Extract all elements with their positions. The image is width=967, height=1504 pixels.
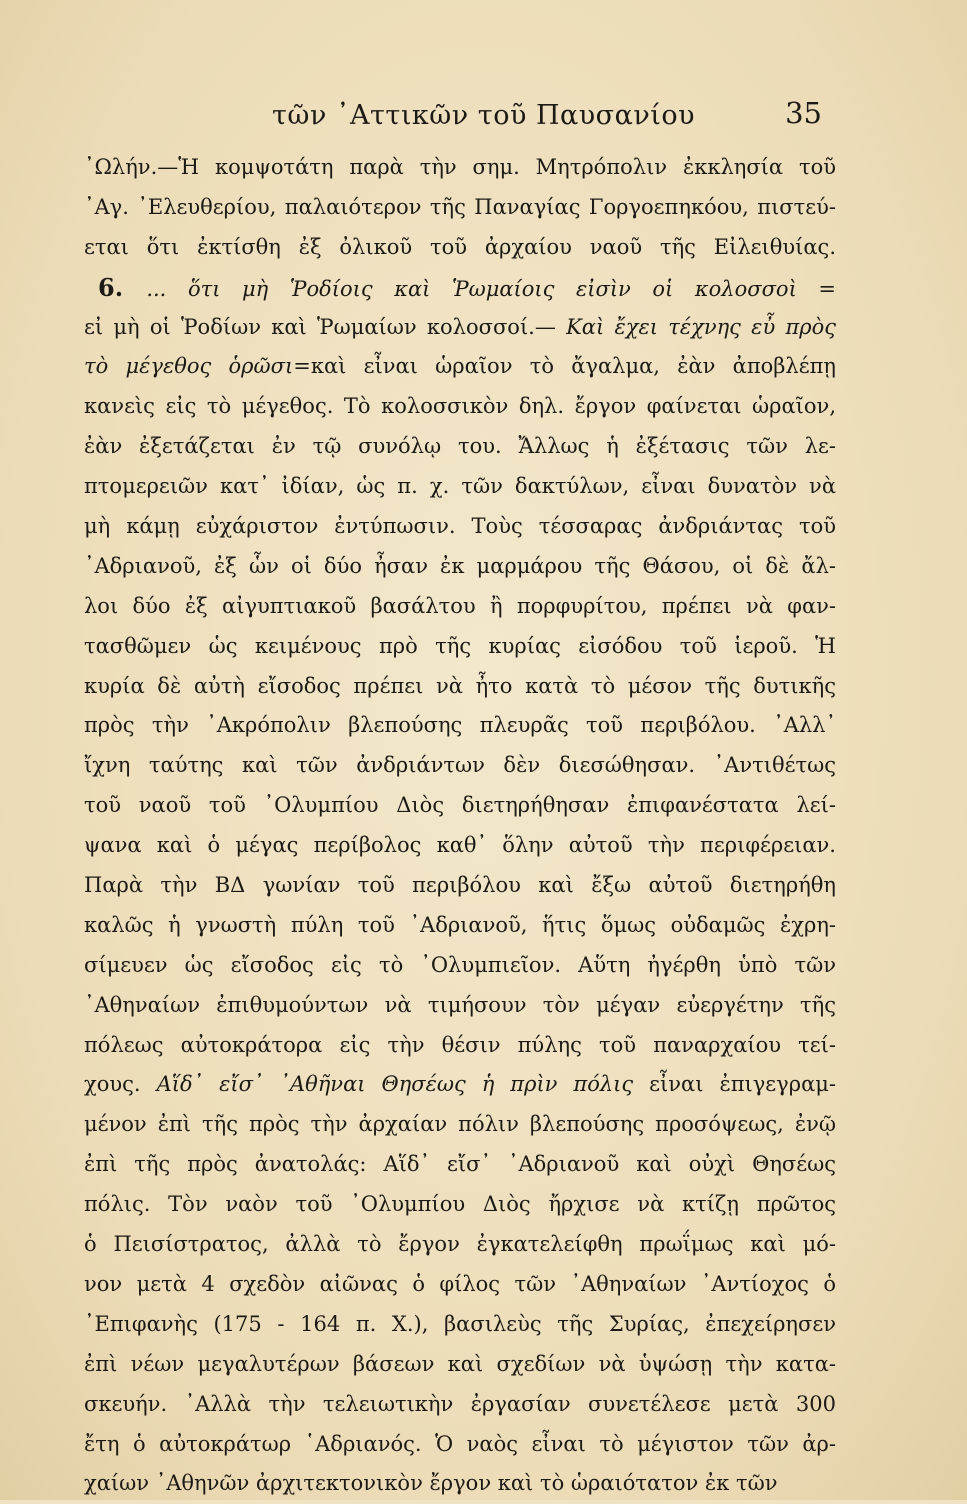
text-line: λοι δύο ἐξ αἰγυπτιακοῦ βασάλτου ἢ πορφυρίτου, πρέπει νὰ φαν- [84, 593, 836, 618]
text-line: κυρία δὲ αὐτὴ εἴσοδος πρέπει νὰ ἦτο κατὰ τὸ μέσον τῆς δυτικῆς [84, 673, 836, 698]
text-line [84, 1065, 836, 1105]
text-line: ἔτη ὁ αὐτοκράτωρ ῾Αδριανός. Ὁ ναὸς εἶναι τὸ μέγιστον τῶν ἀρ- [84, 1431, 836, 1456]
text-line [84, 308, 836, 348]
text-line: εται ὅτι ἐκτίσθη ἐξ ὀλικοῦ τοῦ ἀρχαίου ναοῦ τῆς Εἰλειθυίας. [84, 234, 836, 259]
running-title: τῶν ᾿Αττικῶν τοῦ Παυσανίου [272, 100, 696, 131]
quoted-text: Καὶ ἔχει τέχνης εὖ πρὸς [566, 314, 836, 339]
quoted-text: Αἵδ᾿ εἴσ᾿ ᾿Αθῆναι Θησέως ἡ πρὶν πόλις [156, 1072, 634, 1097]
text-line: νον μετὰ 4 σχεδὸν αἰῶνας ὁ φίλος τῶν ᾿Αθηναίων ᾿Αντίοχος ὁ [84, 1271, 836, 1296]
quoted-text: τὸ μέγεθος ὁρῶσι [84, 354, 294, 379]
page-number: 35 [785, 96, 822, 130]
text-line: ὁ Πεισίστρατος, ἀλλὰ τὸ ἔργον ἐγκατελείφθη πρωΐμως καὶ μό- [84, 1232, 836, 1257]
text-line: ἴχνη ταύτης καὶ τῶν ἀνδριάντων δὲν διεσώθησαν. ᾿Αντιθέτως [84, 753, 836, 778]
text-run: χους. [84, 1072, 157, 1097]
text-line: σίμευεν ὡς εἴσοδος εἰς τὸ ᾿Ολυμπιεῖον. Αὕτη ἠγέρθη ὑπὸ τῶν [84, 952, 836, 977]
quoted-text: ... ὅτι μὴ Ῥοδίοις καὶ Ῥωμαίοις εἰσὶν οἱ κολοσσοὶ = [146, 276, 836, 301]
section-marker: 6. [98, 272, 147, 302]
text-line: καλῶς ἡ γνωστὴ πύλη τοῦ ᾿Αδριανοῦ, ἥτις ὅμως οὐδαμῶς ἐχρη- [84, 912, 836, 937]
text-line: χαίων ᾿Αθηνῶν ἀρχιτεκτονικὸν ἔργον καὶ τὸ ὡραιότατον ἐκ τῶν [84, 1471, 778, 1496]
text-line: ἐπὶ νέων μεγαλυτέρων βάσεων καὶ σχεδίων νὰ ὑψώσῃ τὴν κατα- [84, 1351, 836, 1376]
text-line [84, 268, 836, 308]
text-line: σκευήν. ᾿Αλλὰ τὴν τελειωτικὴν ἐργασίαν συνετέλεσε μετὰ 300 [84, 1391, 836, 1416]
body-text [84, 148, 836, 1504]
text-line: πόλις. Τὸν ναὸν τοῦ ᾿Ολυμπίου Διὸς ἤρχισε νὰ κτίζῃ πρῶτος [84, 1192, 836, 1217]
text-line: τοῦ ναοῦ τοῦ ᾿Ολυμπίου Διὸς διετηρήθησαν ἐπιφανέστατα λεί- [84, 793, 836, 818]
text-run: εἶναι ἐπιγεγραμ- [633, 1072, 836, 1097]
text-line: Παρὰ τὴν ΒΔ γωνίαν τοῦ περιβόλου καὶ ἔξω αὐτοῦ διετηρήθη [84, 873, 836, 898]
text-line: ψανα καὶ ὁ μέγας περίβολος καθ᾿ ὅλην αὐτοῦ τὴν περιφέρειαν. [84, 833, 836, 858]
text-line: ἐπὶ τῆς πρὸς ἀνατολάς: Αἵδ᾿ εἴσ᾿ ᾿Αδριανοῦ καὶ οὐχὶ Θησέως [84, 1152, 836, 1177]
text-line: ἐὰν ἐξετάζεται ἐν τῷ συνόλῳ του. Ἄλλως ἡ ἐξέτασις τῶν λε- [84, 434, 836, 459]
text-line: ᾿Αθηναίων ἐπιθυμούντων νὰ τιμήσουν τὸν μέγαν εὐεργέτην τῆς [84, 992, 836, 1017]
text-line: τασθῶμεν ὡς κειμένους πρὸ τῆς κυρίας εἰσόδου τοῦ ἱεροῦ. Ἡ [84, 633, 836, 658]
text-line: ᾿Αδριανοῦ, ἐξ ὧν οἱ δύο ἦσαν ἐκ μαρμάρου τῆς Θάσου, οἱ δὲ ἄλ- [84, 553, 836, 578]
text-line: ᾿Ωλήν.—Ἡ κομψοτάτη παρὰ τὴν σημ. Μητρόπολιν ἐκκλησία τοῦ [84, 155, 836, 179]
text-line: πρὸς τὴν ᾿Ακρόπολιν βλεπούσης πλευρᾶς τοῦ περιβόλου. ᾿Αλλ᾿ [84, 713, 836, 738]
text-line: πτομερειῶν κατ᾿ ἰδίαν, ὡς π. χ. τῶν δακτύλων, εἶναι δυνατὸν νὰ [84, 474, 836, 499]
text-line: κανεὶς εἰς τὸ μέγεθος. Τὸ κολοσσικὸν δηλ. ἔργον φαίνεται ὡραῖον, [84, 394, 836, 419]
text-line: μὴ κάμῃ εὐχάριστον ἐντύπωσιν. Τοὺς τέσσαρας ἀνδριάντας τοῦ [84, 514, 836, 539]
text-line: ᾿Αγ. ᾿Ελευθερίου, παλαιότερον τῆς Παναγίας Γοργοεπηκόου, πιστεύ- [84, 194, 836, 219]
text-line: πόλεως αὐτοκράτορα εἰς τὴν θέσιν πύλης τοῦ παναρχαίου τεί- [84, 1032, 836, 1057]
text-line: ᾿Επιφανὴς (175 - 164 π. Χ.), βασιλεὺς τῆς Συρίας, ἐπεχείρησεν [84, 1311, 836, 1336]
text-run: =καὶ εἶναι ὡραῖον τὸ ἄγαλμα, ἐὰν ἀποβλέπῃ [293, 354, 836, 379]
text-line [84, 347, 836, 387]
text-line: μένον ἐπὶ τῆς πρὸς τὴν ἀρχαίαν πόλιν βλεπούσης προσόψεως, ἐνῷ [84, 1112, 836, 1137]
text-run: εἰ μὴ οἱ Ῥοδίων καὶ Ῥωμαίων κολοσσοί.— [84, 314, 567, 339]
page-header [82, 96, 822, 136]
